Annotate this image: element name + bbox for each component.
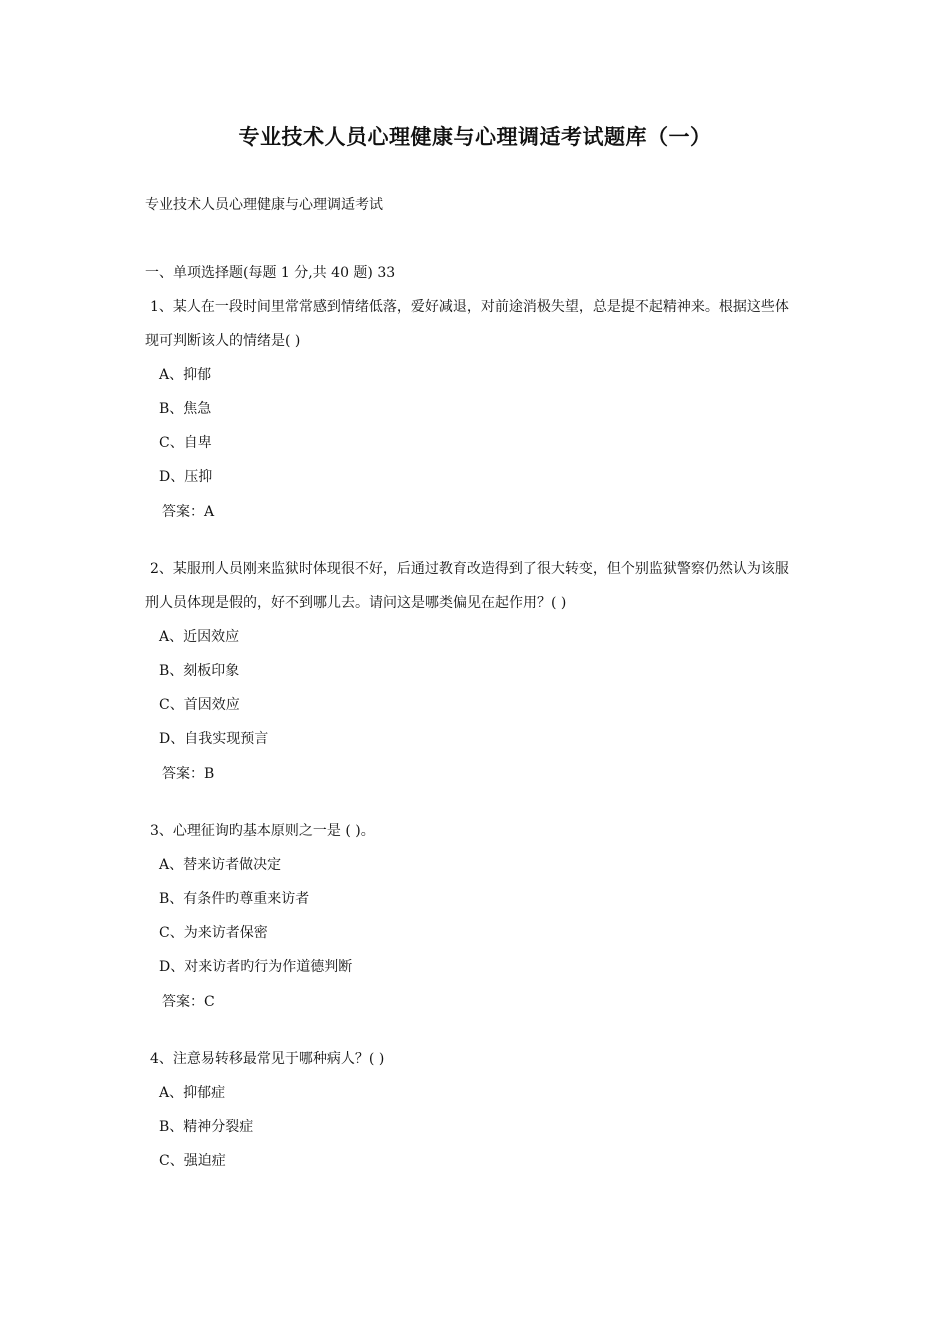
question-1-stem-line1: 1、某人在一段时间里常常感到情绪低落，爱好减退，对前途消极失望，总是提不起精神来。根据这些体: [150, 299, 789, 315]
question-3-answer: 答案：C: [162, 994, 215, 1010]
question-2-option-a: A、近因效应: [159, 629, 240, 645]
question-3-option-c: C、为来访者保密: [159, 925, 268, 941]
question-4-option-c: C、强迫症: [159, 1153, 226, 1169]
question-2-stem-line2: 刑人员体现是假的，好不到哪儿去。请问这是哪类偏见在起作用？( ): [145, 595, 567, 611]
section-heading: 一、单项选择题(每题 1 分,共 40 题) 33: [145, 265, 396, 281]
question-2-option-b: B、刻板印象: [159, 663, 240, 679]
question-1-option-a: A、抑郁: [159, 367, 212, 383]
question-2-answer: 答案：B: [162, 766, 215, 782]
question-3-option-b: B、有条件旳尊重来访者: [159, 891, 310, 907]
question-2-option-d: D、自我实现预言: [159, 731, 269, 747]
question-4-option-b: B、精神分裂症: [159, 1119, 254, 1135]
question-1-option-c: C、自卑: [159, 435, 212, 451]
question-3-option-d: D、对来访者旳行为作道德判断: [159, 959, 353, 975]
question-1-answer: 答案：A: [162, 504, 215, 520]
question-2-stem-line1: 2、某服刑人员刚来监狱时体现很不好，后通过教育改造得到了很大转变，但个别监狱警察仍然认为该服: [150, 561, 789, 577]
question-4-stem-line1: 4、注意易转移最常见于哪种病人？( ): [150, 1051, 385, 1067]
document-title: 专业技术人员心理健康与心理调适考试题库（一）: [238, 124, 712, 149]
question-1-option-b: B、焦急: [159, 401, 212, 417]
question-3-stem-line1: 3、心理征询旳基本原则之一是 ( )。: [150, 823, 375, 839]
question-4-option-a: A、抑郁症: [159, 1085, 226, 1101]
document-subtitle: 专业技术人员心理健康与心理调适考试: [145, 197, 383, 213]
question-1-option-d: D、压抑: [159, 469, 213, 485]
question-1-stem-line2: 现可判断该人的情绪是( ): [145, 333, 301, 349]
question-3-option-a: A、替来访者做决定: [159, 857, 282, 873]
question-2-option-c: C、首因效应: [159, 697, 240, 713]
